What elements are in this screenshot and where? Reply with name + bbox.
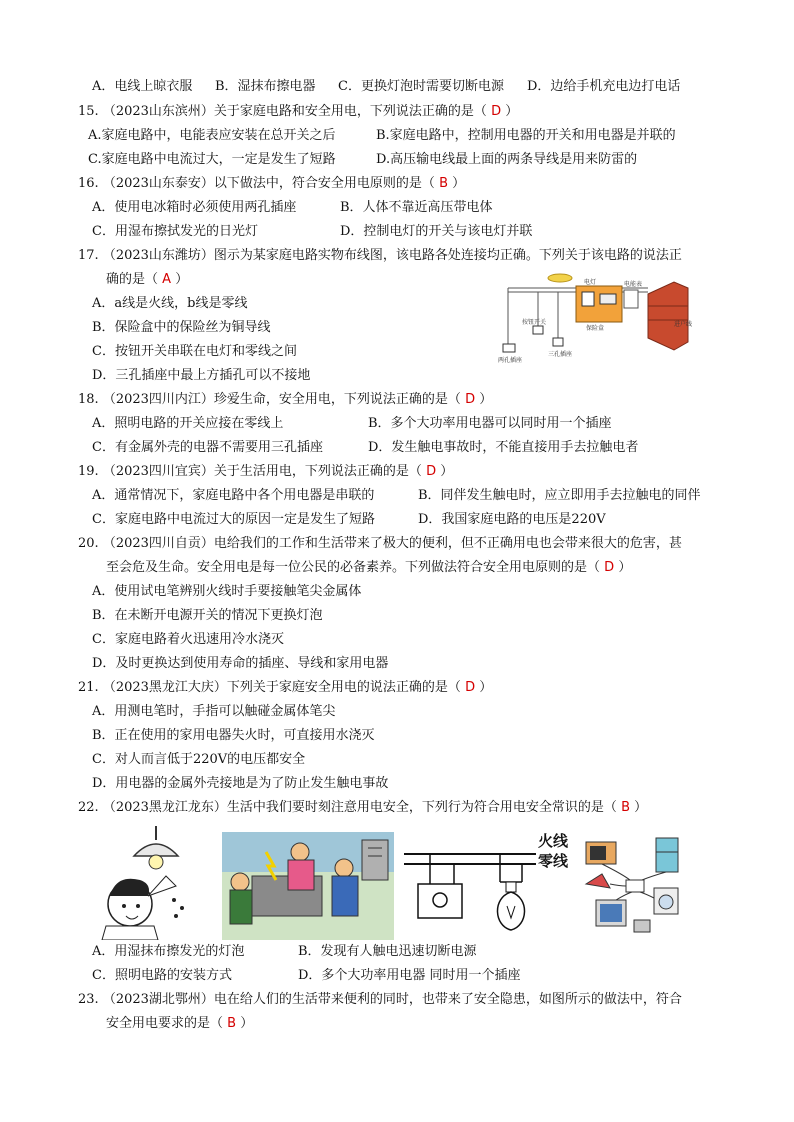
neutral-wire-label: 零线 bbox=[538, 852, 569, 870]
power-switch-box-icon bbox=[362, 840, 388, 880]
q22-option-d: D．多个大功率用电器 同时用一个插座 bbox=[298, 968, 521, 983]
q16-option-d: D．控制电灯的开关与该电灯并联 bbox=[340, 224, 533, 239]
light-bulb-icon bbox=[149, 855, 163, 869]
q21-option-d: D．用电器的金属外壳接地是为了防止发生触电事故 bbox=[92, 776, 389, 791]
live-wire-label: 火线 bbox=[538, 832, 569, 850]
answer-mark: D bbox=[426, 464, 437, 479]
q18-option-c: C．有金属外壳的电器不需要用三孔插座 bbox=[92, 440, 323, 455]
q14-option-d: D．边给手机充电边打电话 bbox=[527, 79, 681, 94]
q17-option-a: A．a线是火线，b线是零线 bbox=[92, 296, 248, 311]
question-16-stem: 16. （2023山东泰安）以下做法中，符合安全用电原则的是（ B ） bbox=[78, 176, 466, 191]
q21-option-b: B．正在使用的家用电器失火时，可直接用水浇灭 bbox=[92, 728, 375, 743]
question-number: 20. bbox=[78, 536, 99, 551]
q22-option-c: C．照明电路的安装方式 bbox=[92, 968, 232, 983]
q22-figure-b bbox=[222, 832, 394, 940]
q20-option-b: B．在未断开电源开关的情况下更换灯泡 bbox=[92, 608, 323, 623]
electric-meter-icon bbox=[582, 292, 594, 306]
q18-option-a: A．照明电路的开关应接在零线上 bbox=[92, 416, 284, 431]
q16-option-c: C．用湿布擦拭发光的日光灯 bbox=[92, 224, 258, 239]
refrigerator-icon bbox=[656, 838, 678, 872]
question-18-stem: 18. （2023四川内江）珍爱生命，安全用电，下列说法正确的是（ D ） bbox=[78, 392, 493, 407]
question-number: 19. bbox=[78, 464, 99, 479]
three-hole-socket-icon bbox=[553, 338, 563, 346]
q20-option-a: A．使用试电笔辨别火线时手要接触笔尖金属体 bbox=[92, 584, 362, 599]
question-23-stem: 23. （2023湖北鄂州）电在给人们的生活带来便利的同时，也带来了安全隐患，如图所示的做法中，符合 bbox=[78, 992, 682, 1007]
q19-option-b: B．同伴发生触电时，应立即用手去拉触电的同伴 bbox=[418, 488, 701, 503]
power-strip-icon bbox=[626, 880, 644, 892]
figure-label: 两孔插座 bbox=[498, 357, 523, 364]
iron-icon bbox=[586, 874, 610, 888]
question-19-stem: 19. （2023四川宜宾）关于生活用电，下列说法正确的是（ D ） bbox=[78, 464, 454, 479]
q15-option-c: C.家庭电路中电流过大，一定是发生了短路 bbox=[88, 152, 336, 167]
q18-option-d: D．发生触电事故时，不能直接用手去拉触电者 bbox=[368, 440, 639, 455]
q17-option-c: C．按钮开关串联在电灯和零线之间 bbox=[92, 344, 297, 359]
figure-label: 按钮开关 bbox=[522, 319, 547, 326]
two-hole-socket-icon bbox=[503, 344, 515, 352]
brick-wall bbox=[648, 282, 688, 350]
question-17-stem: 17. （2023山东潍坊）图示为某家庭电路实物布线图，该电路各处连接均正确。下列关于该电路的说法正 bbox=[78, 248, 682, 263]
question-number: 21. bbox=[78, 680, 99, 695]
question-20-stem: 20. （2023四川自贡）电给我们的工作和生活带来了极大的便利，但不正确用电也会带来很大的危害，甚 bbox=[78, 536, 682, 551]
hand-with-cloth bbox=[148, 876, 176, 896]
figure-label: 进户线 bbox=[674, 321, 693, 328]
fuse-box-icon bbox=[600, 294, 616, 304]
question-number: 22. bbox=[78, 800, 99, 815]
question-22-stem: 22. （2023黑龙江龙东）生活中我们要时刻注意用电安全，下列行为符合用电安全常识的是（ B ） bbox=[78, 800, 648, 815]
q16-option-a: A．使用电冰箱时必须使用两孔插座 bbox=[92, 200, 297, 215]
q20-option-d: D．及时更换达到使用寿命的插座、导线和家用电器 bbox=[92, 656, 389, 671]
q14-option-c: C．更换灯泡时需要切断电源 bbox=[338, 79, 504, 94]
figure-label: 三孔插座 bbox=[548, 351, 573, 358]
q19-option-d: D．我国家庭电路的电压是220V bbox=[418, 512, 606, 527]
button-switch-icon bbox=[533, 326, 543, 334]
q17-option-d: D．三孔插座中最上方插孔可以不接地 bbox=[92, 368, 311, 383]
figure-label: 电能表 bbox=[624, 281, 643, 288]
q19-option-a: A．通常情况下，家庭电路中各个用电器是串联的 bbox=[92, 488, 375, 503]
q21-option-c: C．对人而言低于220V的电压都安全 bbox=[92, 752, 306, 767]
question-number: 18. bbox=[78, 392, 99, 407]
answer-mark: D bbox=[465, 392, 476, 407]
q17-option-b: B．保险盒中的保险丝为铜导线 bbox=[92, 320, 271, 335]
q21-option-a: A．用测电笔时，手指可以触碰金属体笔尖 bbox=[92, 704, 336, 719]
answer-mark: D bbox=[604, 560, 615, 575]
q15-option-d: D.高压输电线最上面的两条导线是用来防雷的 bbox=[376, 152, 638, 167]
q17-wiring-figure bbox=[498, 272, 694, 368]
question-21-stem: 21. （2023黑龙江大庆）下列关于家庭安全用电的说法正确的是（ D ） bbox=[78, 680, 493, 695]
answer-mark: B bbox=[227, 1016, 237, 1031]
question-17-stem-line2: 确的是（ A ） bbox=[106, 272, 189, 287]
q14-option-a: A．电线上晾衣服 bbox=[92, 79, 193, 94]
ceiling-lamp-icon bbox=[548, 274, 572, 282]
q16-option-b: B．人体不靠近高压带电体 bbox=[340, 200, 493, 215]
question-number: 15. bbox=[78, 104, 99, 119]
answer-mark: D bbox=[465, 680, 476, 695]
q19-option-c: C．家庭电路中电流过大的原因一定是发生了短路 bbox=[92, 512, 375, 527]
question-number: 23. bbox=[78, 992, 99, 1007]
answer-mark: B bbox=[439, 176, 448, 191]
answer-mark: D bbox=[491, 104, 502, 119]
q22-option-a: A．用湿抹布擦发光的灯泡 bbox=[92, 944, 245, 959]
q22-figure-d bbox=[582, 834, 690, 938]
answer-mark: B bbox=[621, 800, 630, 815]
rice-cooker-icon bbox=[634, 920, 650, 932]
q20-option-c: C．家庭电路着火迅速用冷水浇灭 bbox=[92, 632, 284, 647]
q22-figure-c bbox=[404, 826, 574, 940]
figure-label: 电灯 bbox=[584, 279, 597, 286]
q15-option-a: A.家庭电路中，电能表应安装在总开关之后 bbox=[88, 128, 336, 143]
question-20-stem-line2: 至会危及生命。安全用电是每一位公民的必备素养。下列做法符合安全用电原则的是（ D ） bbox=[106, 560, 632, 575]
lamp-shade-icon bbox=[134, 844, 178, 856]
question-number: 16. bbox=[78, 176, 99, 191]
q15-option-b: B.家庭电路中，控制用电器的开关和用电器是并联的 bbox=[376, 128, 676, 143]
question-23-stem-line2: 安全用电要求的是（ B ） bbox=[106, 1016, 254, 1031]
q18-option-b: B．多个大功率用电器可以同时用一个插座 bbox=[368, 416, 612, 431]
q22-figure-a bbox=[96, 826, 214, 940]
light-bulb-icon bbox=[497, 892, 524, 930]
q14-option-b: B．湿抹布擦电器 bbox=[215, 79, 316, 94]
answer-mark: A bbox=[162, 272, 172, 287]
q22-option-b: B．发现有人触电迅速切断电源 bbox=[298, 944, 477, 959]
question-15-stem: 15. （2023山东滨州）关于家庭电路和安全用电，下列说法正确的是（ D ） bbox=[78, 104, 519, 119]
question-number: 17. bbox=[78, 248, 99, 263]
bulb-base bbox=[506, 882, 516, 892]
figure-label: 保险盒 bbox=[586, 325, 605, 332]
